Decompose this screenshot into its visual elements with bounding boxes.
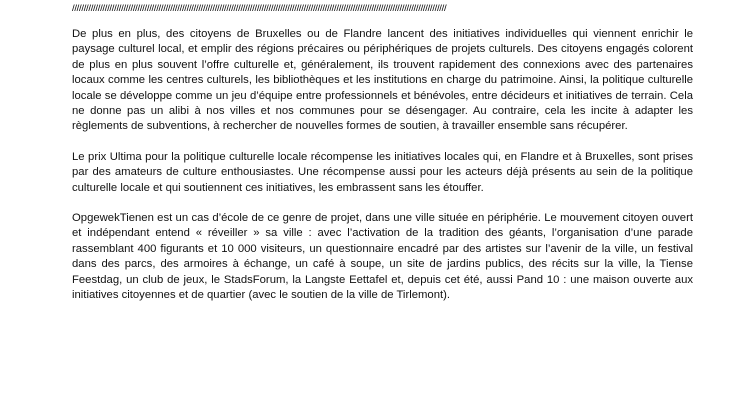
separator-line: //////////////////////////////////////////////////////////////////////////////////////////////////////////////////////////////////////////////////////////////// <box>72 3 447 14</box>
paragraph-intro: De plus en plus, des citoyens de Bruxelles ou de Flandre lancent des initiatives individuelles qui viennent enrichir le paysage culturel local, et emplir des régions précaires ou périphériques de projets culturels. Des citoyens engagés colorent de plus en plus souvent l’offre culturelle et, généralement, ils trouvent rapidement des connexions avec des partenaires locaux comme les centres culturels, les bibliothèques et les institutions en charge du patrimoine. Ainsi, la politique culturelle locale se développe comme un jeu d’équipe entre professionnels et bénévoles, entre décideurs et initiatives de terrain. Cela ne donne pas un alibi à nos villes et nos communes pour se désengager. Au contraire, cela les incite à adapter les règlements de subventions, à rechercher de nouvelles formes de soutien, à travailler ensemble sans récupérer. <box>72 28 693 133</box>
paragraph-opgewektienen: OpgewekTienen est un cas d’école de ce genre de projet, dans une ville située en périphérie. Le mouvement citoyen ouvert et indépendant entend « réveiller » sa ville : avec l’activation de la tradition des géants, l’organisation d’une parade rassemblant 400 figurants et 10 000 visiteurs, un questionnaire encadré par des artistes sur l’avenir de la ville, un festival dans des parcs, des armoires à échange, un café à soupe, un site de jardins publics, des récits sur la ville, la Tiense Feestdag, un club de jeux, le StadsForum, la Langste Eettafel et, depuis cet été, aussi Pand 10 : une maison ouverte aux initiatives citoyennes et de quartier (avec le soutien de la ville de Tirlemont). <box>72 212 693 302</box>
document-body <box>72 27 693 319</box>
paragraph-ultima-prize: Le prix Ultima pour la politique culturelle locale récompense les initiatives locales qui, en Flandre et à Bruxelles, sont prises par des amateurs de culture enthousiastes. Une récompense aussi pour les acteurs déjà présents au sein de la politique culturelle locale et qui soutiennent ces initiatives, les embrassent sans les étouffer. <box>72 150 693 194</box>
